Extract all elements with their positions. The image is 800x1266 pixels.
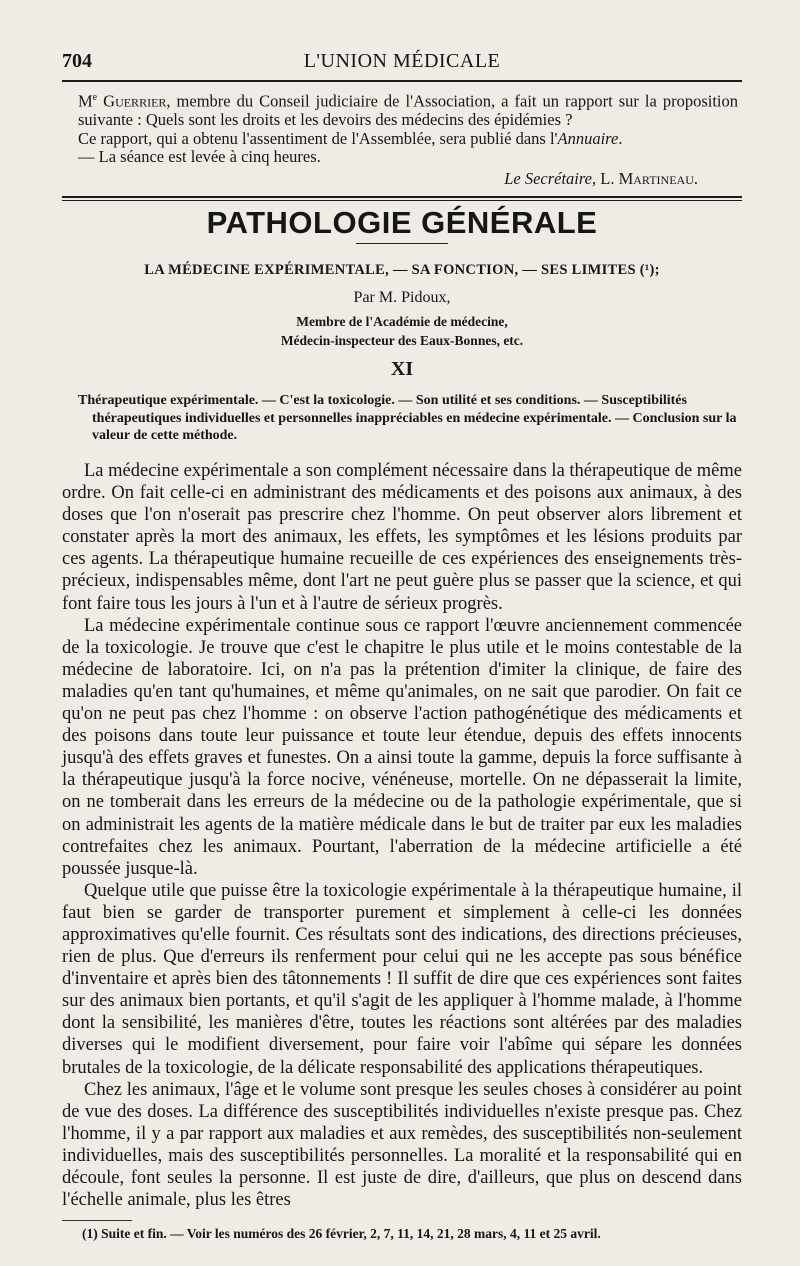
author-affiliation-2: Médecin-inspecteur des Eaux-Bonnes, etc. [280,333,524,348]
chapter-number: XI [390,358,414,380]
article-title: LA MÉDECINE EXPÉRIMENTALE, — SA FONCTION, — SES LIMITES (¹); [144,262,660,278]
page-header [62,50,742,78]
article-body [62,460,742,1211]
chapter-summary: Thérapeutique expérimentale. — C'est la toxicologie. — Son utilité et ses conditions. — Susceptibilités thérapeutiques individuelles et personnelles inappréciables en médecine expérimentale. — Conclusion sur la valeur de cette méthode. [78,393,737,443]
footnote: (1) Suite et fin. — Voir les numéros des 26 février, 2, 7, 11, 14, 21, 28 mars, 4, 11 et 25 avril. [82,1226,601,1241]
meeting-minutes [78,89,738,188]
body-paragraph: La médecine expérimentale a son complément nécessaire dans la thérapeutique de même ordre. On fait celle-ci en administrant des médicaments et des poisons aux animaux, à des doses que l'on n'oserait pas prescrire chez l'homme. On peut observer alors librement et constater après la mort des animaux, les effets, les symptômes et les lésions produits par ces agents. La thérapeutique humaine recueille de ces expériences des enseignements très-précieux, indispensables même, dont l'art ne peut guère plus se passer que la science, et qui font faire tous les jours à l'un et à l'autre de sérieux progrès. [62,461,742,614]
header-rule [62,80,742,82]
secretary-signature: Le Secrétaire, L. Martineau. [504,168,698,188]
minutes-paragraph-1: Me Guerrier, membre du Conseil judiciaire de l'Association, a fait un rapport sur la proposition suivante : Quels sont les droits et les devoirs des médecins des épidémies ? [78,91,738,129]
body-paragraph: Chez les animaux, l'âge et le volume sont presque les seules choses à considérer au point de vue des doses. La différence des susceptibilités individuelles n'existe presque pas. Chez l'homme, il y a par rapport aux maladies et aux remèdes, des susceptibilités non-seulement individuelles, mais des susceptibilités personnelles. La moralité et la responsabilité qui en découle, font seules la personne. Il est juste de dire, d'ailleurs, que plus on descend dans l'échelle animale, plus les êtres [62,1079,742,1211]
author-affiliation-1: Membre de l'Académie de médecine, [296,314,508,329]
section-rule-thin [62,200,742,201]
title-underline [356,243,448,244]
section-title: PATHOLOGIE GÉNÉRALE [206,205,598,240]
footnote-rule [62,1220,132,1221]
article-author: Par M. Pidoux, [353,289,451,306]
page-number: 704 [62,50,92,72]
body-paragraph: Quelque utile que puisse être la toxicologie expérimentale à la thérapeutique humaine, il faut bien se garder de transporter purement et simplement à celle-ci les données approximatives qu'elle fournit. Ces résultats sont des indications, des directions précieuses, rien de plus. Que d'erreurs ils renferment pour celui qui ne les accepte pas sous bénéfice d'inventaire et après bien des tâtonnements ! Il suffit de dire que ces expériences sont faites sur des animaux bien portants, et qu'il s'agit de les appliquer à l'homme malade, à l'homme dont la sensibilité, les manières d'être, toutes les réactions sont altérées par des maladies diverses qui le modifient diversement, pour faire voir l'abîme qui sépare les données brutales de la toxicologie, de la délicate responsabilité des applications thérapeutiques. [62,880,742,1078]
minutes-paragraph-2: Ce rapport, qui a obtenu l'assentiment de l'Assemblée, sera publié dans l'Annuaire. [78,128,623,148]
section-rule-top [62,196,742,198]
body-paragraph: La médecine expérimentale continue sous ce rapport l'œuvre anciennement commencée de la toxicologie. Je trouve que c'est le chapitre le plus utile et le moins contestable de la médecine de laboratoire. Ici, on n'a pas la prétention d'imiter la clinique, de faire des maladies qu'en tant qu'humaines, et même qu'animales, on ne sait que parodier. On fait ce qu'on ne peut pas chez l'homme : on observe l'action pathogénétique des médicaments et des poisons dans toute leur puissance et toute leur étendue, depuis des effets innocents jusqu'à des effets graves et funestes. On a ainsi toute la gamme, depuis la force suffisante à la thérapeutique jusqu'à la force nocive, vénéneuse, mortelle. On ne dépasserait la limite, on ne tomberait dans les erreurs de la médecine ou de la pathologie expérimentale, que si on administrait les agents de la matière médicale dans le but de traiter par eux les maladies contrefaites chez les animaux. Pourtant, l'aberration de la médecine artificielle a été poussée jusque-là. [62,615,742,879]
journal-title: L'UNION MÉDICALE [303,50,501,72]
minutes-paragraph-3: — La séance est levée à cinq heures. [78,147,321,166]
